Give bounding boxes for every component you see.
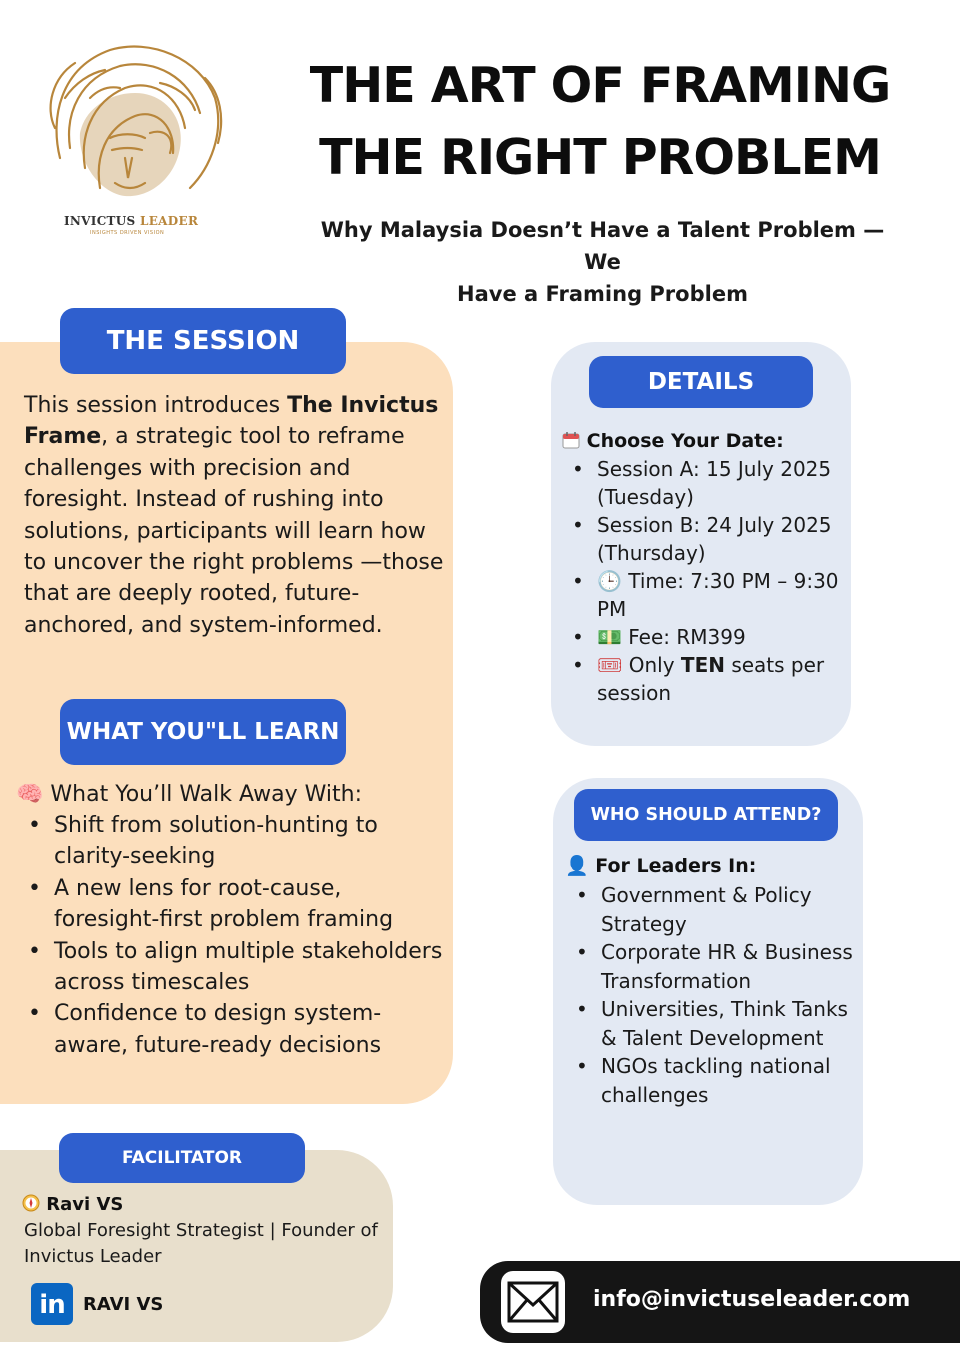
- clock-icon: 🕒: [597, 569, 622, 593]
- details-label: DETAILS: [589, 356, 813, 408]
- list-item: • A new lens for root-cause, foresight-first problem framing: [24, 873, 444, 936]
- linkedin-name[interactable]: RAVI VS: [83, 1294, 164, 1315]
- logo-wordmark: INVICTUS LEADER: [64, 214, 199, 228]
- list-item: • Confidence to design system-aware, future-ready decisions: [24, 998, 444, 1061]
- brain-icon: 🧠: [16, 782, 44, 807]
- learn-label: WHAT YOU"LL LEARN: [60, 699, 346, 765]
- compass-icon: [22, 1194, 40, 1212]
- envelope-icon: [501, 1271, 565, 1333]
- subtitle-line-1: Why Malaysia Doesn’t Have a Talent Problem — We: [320, 218, 885, 274]
- details-heading: Choose Your Date:: [562, 427, 784, 455]
- ticket-icon: 🎟: [597, 653, 623, 677]
- list-item: • NGOs tackling national challenges: [572, 1052, 862, 1109]
- logo-tagline: INSIGHTS DRIVEN VISION: [90, 230, 165, 236]
- person-icon: 👤: [565, 855, 589, 877]
- brand-logo: [40, 38, 230, 238]
- learn-list: [24, 810, 444, 1061]
- linkedin-icon[interactable]: in: [31, 1283, 73, 1325]
- title-line-1: THE ART OF FRAMING: [309, 57, 891, 114]
- contact-email[interactable]: info@invictuseleader.com: [593, 1287, 911, 1312]
- learn-intro: 🧠 What You’ll Walk Away With:: [16, 782, 363, 807]
- list-item: • Tools to align multiple stakeholders across timescales: [24, 936, 444, 999]
- facilitator-role: Global Foresight Strategist | Founder of Invictus Leader: [24, 1220, 378, 1267]
- list-item: • Shift from solution-hunting to clarity-seeking: [24, 810, 444, 873]
- session-label: THE SESSION: [60, 308, 346, 374]
- page-title: [300, 50, 900, 194]
- list-item: • Corporate HR & Business Transformation: [572, 938, 862, 995]
- attend-label: WHO SHOULD ATTEND?: [574, 789, 838, 841]
- subtitle-line-2: Have a Framing Problem: [457, 282, 748, 306]
- page-subtitle: [300, 214, 905, 310]
- title-line-2: THE RIGHT PROBLEM: [319, 129, 881, 186]
- session-time: • 🕒 Time: 7:30 PM – 9:30 PM: [568, 567, 848, 623]
- attend-heading: 👤 For Leaders In:: [565, 855, 757, 877]
- details-list: [568, 455, 848, 707]
- facilitator-label: FACILITATOR: [59, 1133, 305, 1183]
- facilitator-name: Ravi VS: [22, 1191, 123, 1218]
- lion-head-icon: [40, 38, 230, 208]
- attend-list: [572, 881, 862, 1109]
- session-description: This session introduces The Invictus Frame, a strategic tool to reframe challenges with precision and foresight. Instead of rushing into solutions, participants will learn how to uncover the right problems —those that are deeply rooted, future-anchored, and system-informed.: [24, 393, 444, 638]
- money-icon: 💵: [597, 625, 622, 649]
- list-item: • Government & Policy Strategy: [572, 881, 862, 938]
- session-a-date: • Session A: 15 July 2025 (Tuesday): [568, 455, 848, 511]
- list-item: • Universities, Think Tanks & Talent Development: [572, 995, 862, 1052]
- session-fee: • 💵 Fee: RM399: [568, 623, 848, 651]
- session-b-date: • Session B: 24 July 2025 (Thursday): [568, 511, 848, 567]
- session-seats: • 🎟 Only TEN seats per session: [568, 651, 848, 707]
- calendar-icon: [562, 431, 580, 449]
